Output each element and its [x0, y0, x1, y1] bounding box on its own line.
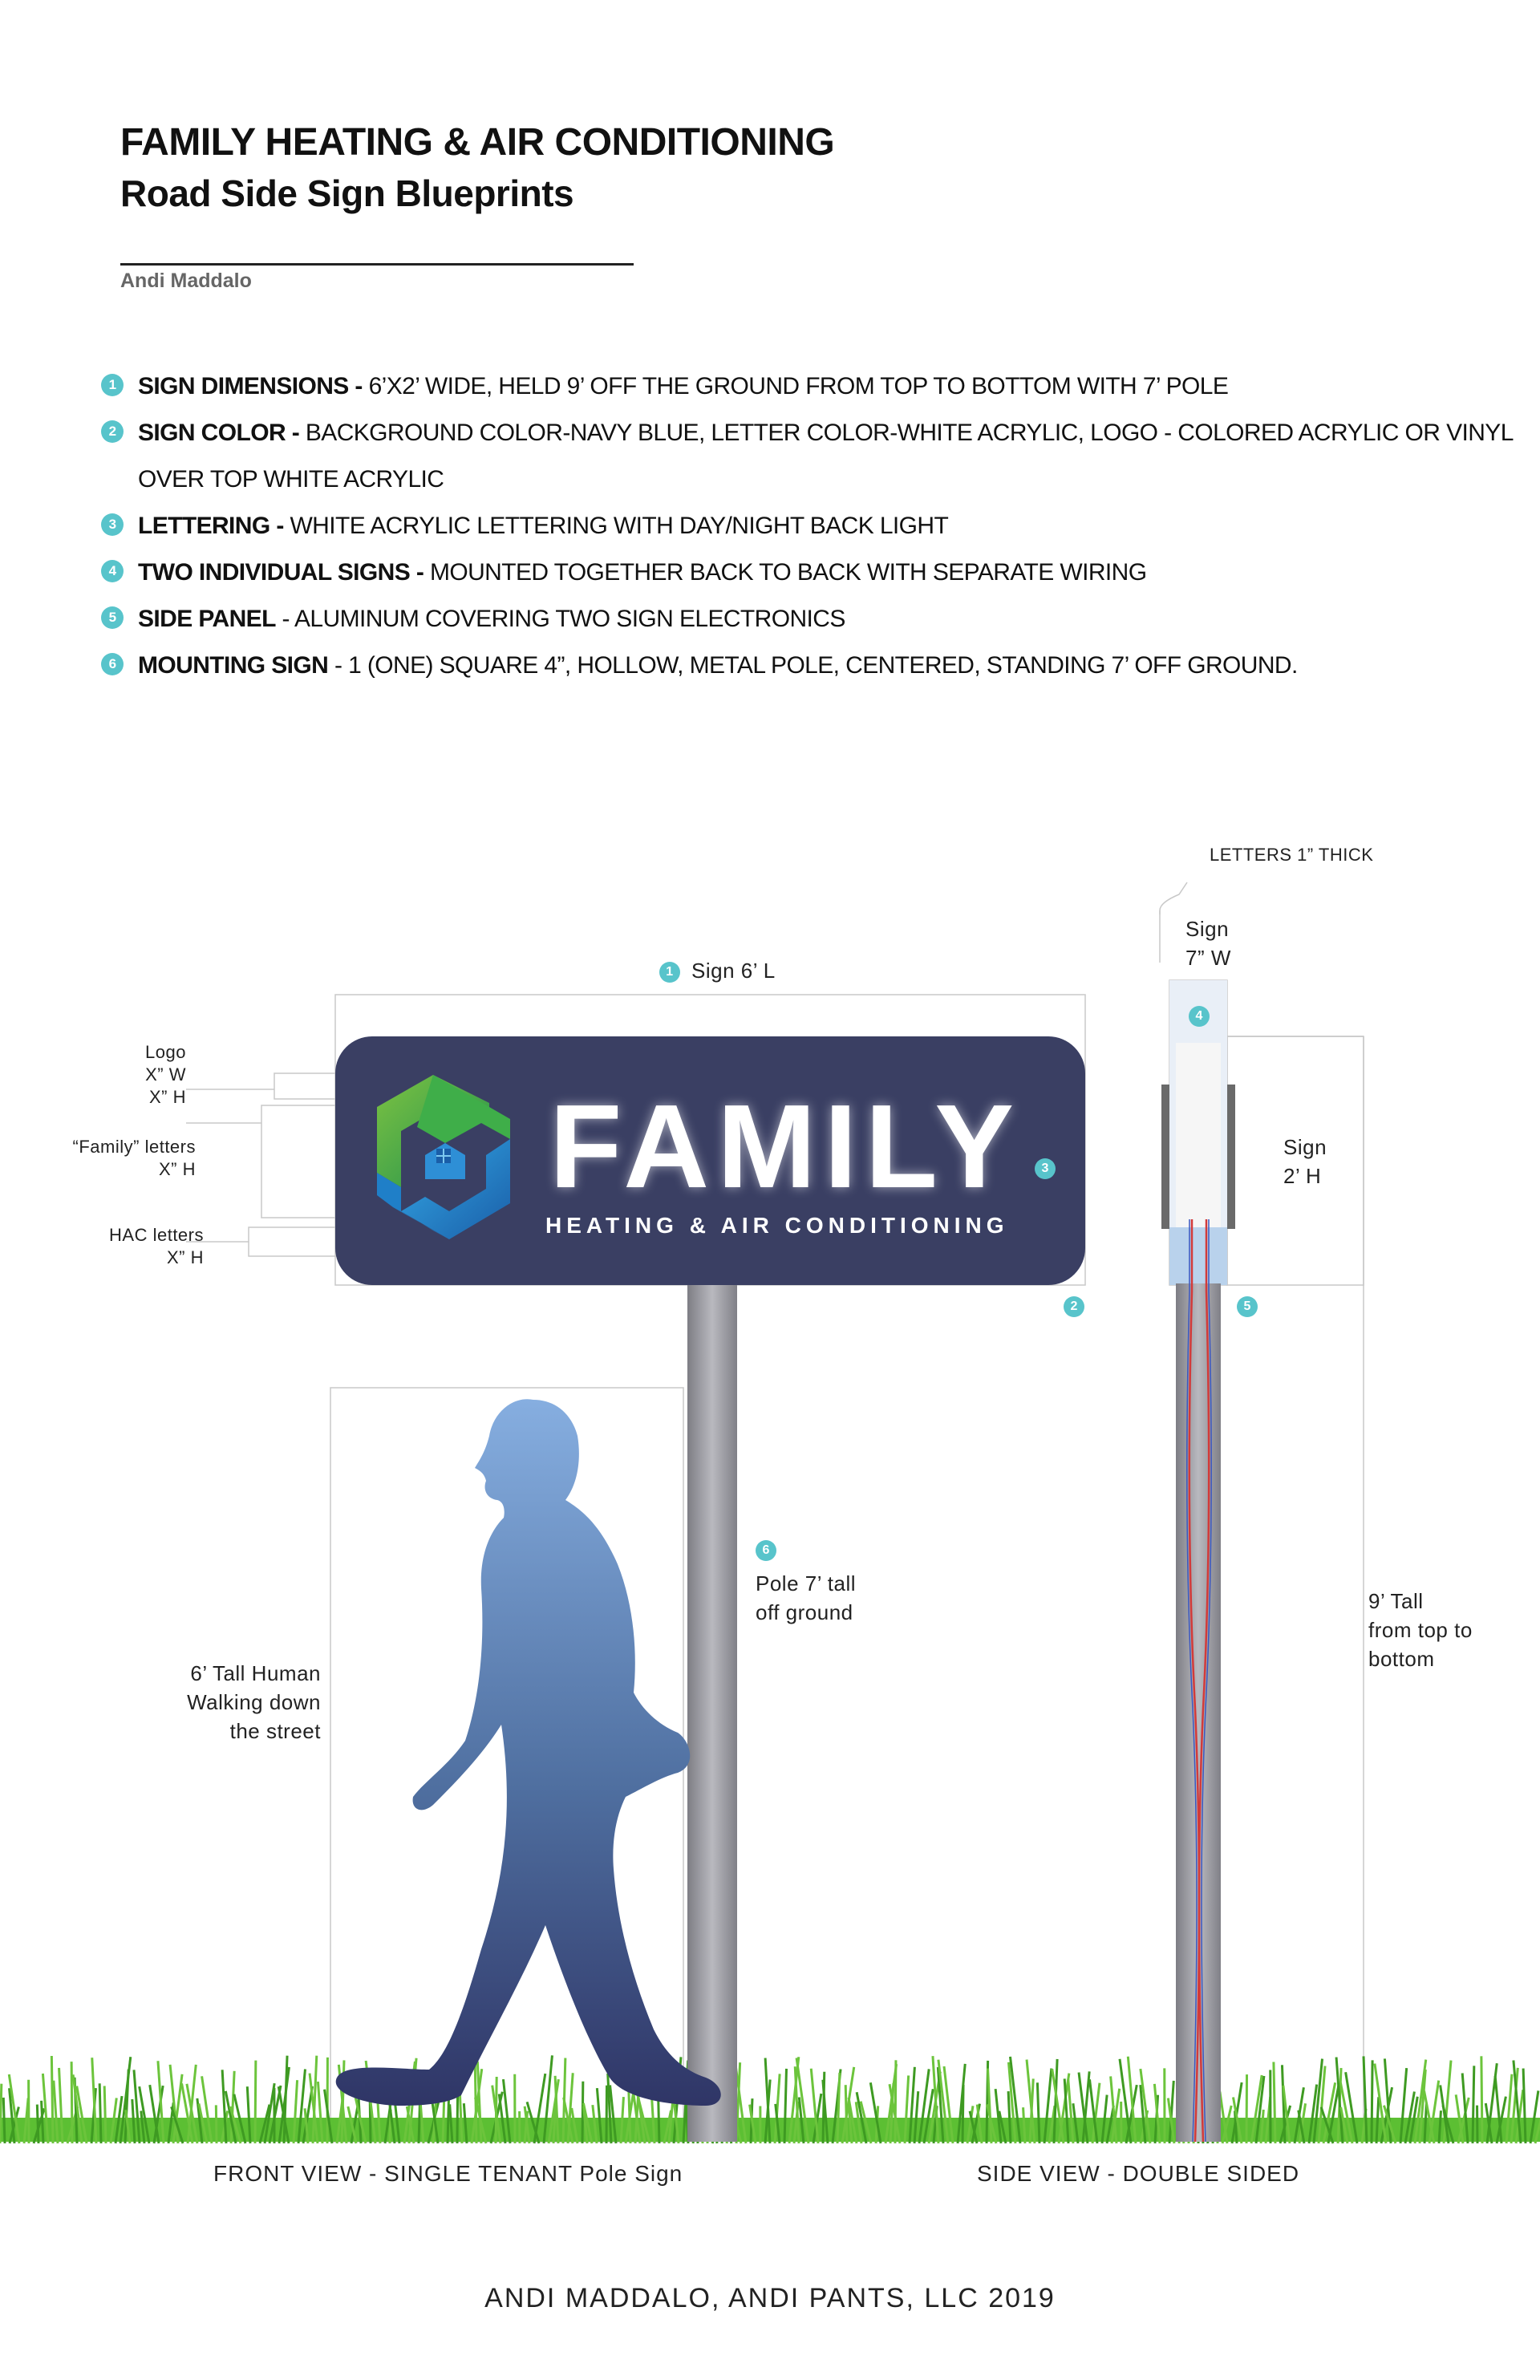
spec-label: LETTERING -	[138, 513, 284, 539]
total-height-line-2: from top to	[1368, 1618, 1473, 1642]
label-sign-length	[659, 956, 776, 985]
hac-dims-line-1: HAC letters	[109, 1225, 204, 1245]
spec-label: SIGN DIMENSIONS -	[138, 373, 363, 399]
sign-tagline-text: HEATING & AIR CONDITIONING	[545, 1213, 1009, 1238]
spec-text: MOUNTED TOGETHER BACK TO BACK WITH SEPARATE WIRING	[424, 559, 1147, 586]
label-logo-dims	[80, 1041, 186, 1109]
author-name: Andi Maddalo	[120, 270, 252, 292]
sign-length-text: Sign 6’ L	[691, 959, 776, 983]
badge-2: 2	[1064, 1296, 1084, 1317]
badge-3: 3	[1035, 1158, 1056, 1179]
pole-height-line-2: off ground	[756, 1600, 853, 1624]
spec-number-badge: 6	[101, 653, 124, 675]
spec-number-badge: 2	[101, 420, 124, 443]
logo-dims-line-2: X” W	[145, 1064, 186, 1085]
pole-height-line-1: Pole 7’ tall	[756, 1571, 856, 1595]
hac-dims-line-2: X” H	[167, 1247, 204, 1267]
label-sign-width	[1185, 914, 1231, 972]
sign-width-line-1: Sign	[1185, 917, 1230, 941]
badge-4: 4	[1189, 1006, 1210, 1027]
spec-label: SIDE PANEL	[138, 606, 276, 632]
human-line-2: Walking down	[187, 1690, 321, 1714]
caption-side-view: SIDE VIEW - DOUBLE SIDED	[977, 2161, 1300, 2186]
spec-text: - ALUMINUM COVERING TWO SIGN ELECTRONICS	[275, 606, 845, 632]
spec-number-badge: 3	[101, 513, 124, 536]
sign-height-line-2: 2’ H	[1283, 1164, 1322, 1188]
badge-1: 1	[659, 962, 680, 983]
label-human	[128, 1659, 321, 1745]
spec-label: TWO INDIVIDUAL SIGNS -	[138, 559, 424, 586]
sign-brand-text: FAMILY	[549, 1081, 1023, 1213]
spec-text: 6’X2’ WIDE, HELD 9’ OFF THE GROUND FROM TOP TO BOTTOM WITH 7’ POLE	[362, 373, 1229, 399]
human-silhouette	[336, 1399, 721, 2106]
human-line-3: the street	[229, 1719, 321, 1743]
spec-number-badge: 5	[101, 606, 124, 629]
spec-text: BACKGROUND COLOR-NAVY BLUE, LETTER COLOR-WHITE ACRYLIC, LOGO - COLORED ACRYLIC OR VINYL	[299, 420, 1514, 446]
spec-text: - 1 (ONE) SQUARE 4”, HOLLOW, METAL POLE, CENTERED, STANDING 7’ OFF GROUND.	[328, 652, 1298, 679]
spec-number-badge: 4	[101, 560, 124, 582]
label-pole-height	[756, 1569, 856, 1627]
spec-text: WHITE ACRYLIC LETTERING WITH DAY/NIGHT BACK LIGHT	[283, 513, 949, 539]
logo-dims-line-3: X” H	[149, 1087, 186, 1107]
label-total-height	[1368, 1587, 1473, 1673]
spec-label: SIGN COLOR -	[138, 420, 300, 446]
family-dims-line-2: X” H	[159, 1159, 196, 1179]
page-subtitle: Road Side Sign Blueprints	[120, 172, 574, 214]
label-hac-dims	[48, 1224, 204, 1269]
family-dims-line-1: “Family” letters	[72, 1137, 196, 1157]
page-title: FAMILY HEATING & AIR CONDITIONING	[120, 121, 835, 164]
footer-credit: ANDI MADDALO, ANDI PANTS, LLC 2019	[484, 2283, 1056, 2313]
human-line-1: 6’ Tall Human	[190, 1661, 321, 1685]
caption-front-view: FRONT VIEW - SINGLE TENANT Pole Sign	[213, 2161, 683, 2186]
spec-item-2-continued: OVER TOP WHITE ACRYLIC	[138, 466, 444, 493]
badge-6: 6	[756, 1540, 776, 1561]
front-pole	[687, 1283, 737, 2142]
total-height-line-1: 9’ Tall	[1368, 1589, 1424, 1613]
spec-number-badge: 1	[101, 374, 124, 396]
badge-5: 5	[1237, 1296, 1258, 1317]
label-sign-height	[1283, 1133, 1327, 1190]
sign-width-line-2: 7” W	[1185, 946, 1231, 970]
total-height-line-3: bottom	[1368, 1647, 1435, 1671]
spec-label: MOUNTING SIGN	[138, 652, 329, 679]
label-family-dims	[24, 1136, 196, 1181]
sign-height-line-1: Sign	[1283, 1135, 1327, 1159]
logo-dims-line-1: Logo	[145, 1042, 186, 1062]
label-letters-thick: LETTERS 1” THICK	[1210, 845, 1374, 865]
